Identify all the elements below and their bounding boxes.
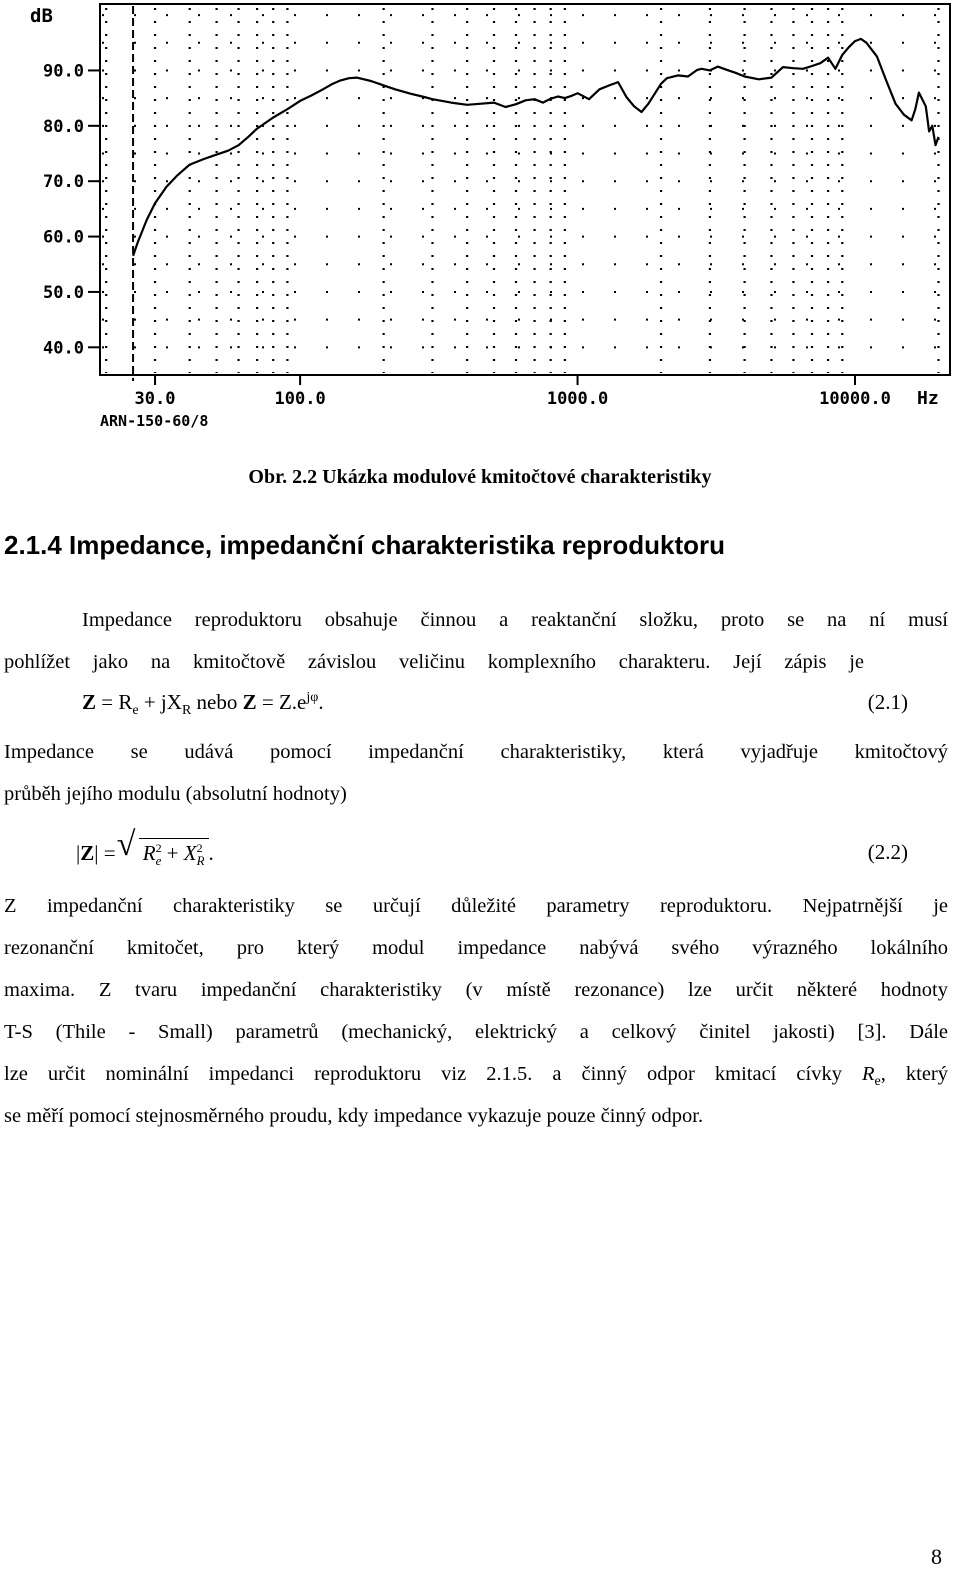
paragraph-3-line-2: rezonanční kmitočet, pro který modul impedance nabývá svého výrazného lokálního [4,937,948,959]
y-tick-label: 40.0 [43,338,84,359]
paragraph-3-line-5: lze určit nominální impedanci reproduktoru viz 2.1.5. a činný odpor kmitací cívky $R_e$, který [4,1063,948,1090]
y-tick-label: 60.0 [43,227,84,248]
y-tick-label: 80.0 [43,116,84,137]
y-axis-label: dB [30,5,53,27]
paragraph-3-line-6: se měří pomocí stejnosměrného proudu, kdy impedance vykazuje pouze činný odpor. [4,1105,704,1127]
paragraph-2-line-1: Impedance se udává pomocí impedanční charakteristiky, která vyjadřuje kmitočtový [4,741,948,763]
equation-2-2-number: (2.2) [867,840,908,864]
x-tick-label: 100.0 [274,389,326,409]
x-tick-label: 1000.0 [546,389,609,409]
plot-frame [100,4,950,375]
paragraph-1-line-2: pohlížet jako na kmitočtově závislou veličinu komplexního charakteru. Její zápis je [4,651,864,673]
equation-2-1: $Z = R_e + jX_R$ nebo $Z = Z.e^{j\varphi}$. [82,690,324,719]
x-tick-label: 10000.0 [819,389,891,409]
y-tick-label: 70.0 [43,172,84,193]
y-axis-ticks [43,61,100,358]
model-label: ARN-150-60/8 [100,412,209,430]
x-axis-ticks [135,375,891,409]
equation-2-1-number: (2.1) [867,690,908,714]
paragraph-1-line-1: Impedance reproduktoru obsahuje činnou a reaktanční složku, proto se na ní musí [82,609,948,631]
figure-caption: Obr. 2.2 Ukázka modulové kmitočtové charakteristiky [248,466,712,488]
section-heading: 2.1.4 Impedance, impedanční charakteristika reproduktoru [4,530,726,560]
square-root: √ $R^2_e + X^2_R$ [121,838,209,869]
paragraph-3-line-4: T-S (Thile - Small) parametrů (mechanický, elektrický a celkový činitel jakosti) [3]. Dále [4,1021,948,1043]
response-curve [133,39,938,256]
page-number: 8 [931,1544,942,1569]
x-tick-label: 30.0 [134,389,176,409]
paragraph-2-line-2: průběh jejího modulu (absolutní hodnoty) [4,783,347,805]
y-tick-label: 90.0 [43,61,84,82]
paragraph-3-line-3: maxima. Z tvaru impedanční charakteristiky (v místě rezonance) lze určit některé hodnoty [4,979,948,1001]
sqrt-icon: √ [116,826,136,863]
equation-2-2: |Z| = √ $R^2_e + X^2_R$ . [76,826,214,869]
frequency-response-chart [0,0,960,440]
y-tick-label: 50.0 [43,282,84,303]
paragraph-3-line-1: Z impedanční charakteristiky se určují důležité parametry reproduktoru. Nejpatrnější je [4,895,948,917]
x-axis-label: Hz [917,388,939,409]
